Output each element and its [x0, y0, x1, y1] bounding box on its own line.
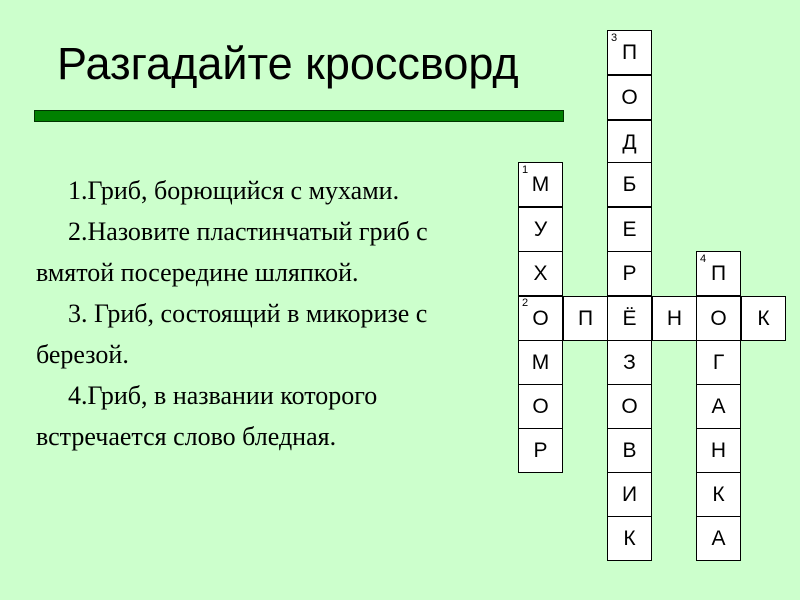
crossword-cell: О	[607, 75, 652, 120]
crossword-cell: О	[607, 384, 652, 429]
crossword-cell: К	[741, 296, 786, 341]
crossword-cell: О	[518, 296, 563, 341]
crossword-cell: А	[696, 384, 741, 429]
crossword-cell: З	[607, 340, 652, 385]
crossword-cell: Б	[607, 162, 652, 207]
crossword-cell: Ё	[607, 296, 652, 341]
slide-title: Разгадайте кроссворд	[57, 38, 519, 89]
crossword-cell: Р	[607, 251, 652, 296]
crossword-cell: П	[563, 296, 608, 341]
clue-number-1: 1	[522, 164, 529, 176]
crossword-cell: Е	[607, 207, 652, 252]
clue-3: 3. Гриб, состоящий в микоризе с березой.	[36, 299, 428, 369]
clue-4: 4.Гриб, в названии которого встречается слово бледная.	[36, 381, 378, 451]
clue-number-4: 4	[700, 253, 707, 265]
crossword-cell: У	[518, 207, 563, 252]
clue-number-2: 2	[522, 297, 529, 309]
crossword-cell: Д	[607, 120, 652, 165]
crossword-cell: Г	[696, 340, 741, 385]
clue-2: 2.Назовите пластинчатый гриб с вмятой посередине шляпкой.	[36, 217, 428, 287]
clue-number-3: 3	[611, 32, 618, 44]
crossword-cell: Н	[696, 428, 741, 473]
crossword-cell: О	[518, 384, 563, 429]
crossword-cell: А	[696, 516, 741, 561]
crossword-cell: О	[696, 296, 741, 341]
crossword-cell: Н	[652, 296, 697, 341]
clue-1: 1.Гриб, борющийся с мухами.	[68, 176, 400, 205]
crossword-cell: Р	[518, 428, 563, 473]
clue-list	[36, 170, 506, 457]
crossword-cell: М	[518, 340, 563, 385]
crossword-cell: Х	[518, 251, 563, 296]
title-underline-bar	[34, 110, 564, 122]
crossword-cell: К	[607, 516, 652, 561]
crossword-cell: В	[607, 428, 652, 473]
crossword-cell: И	[607, 472, 652, 517]
crossword-cell: М	[518, 162, 563, 207]
crossword-cell: П	[696, 251, 741, 296]
crossword-cell: К	[696, 472, 741, 517]
crossword-cell: П	[607, 30, 652, 75]
